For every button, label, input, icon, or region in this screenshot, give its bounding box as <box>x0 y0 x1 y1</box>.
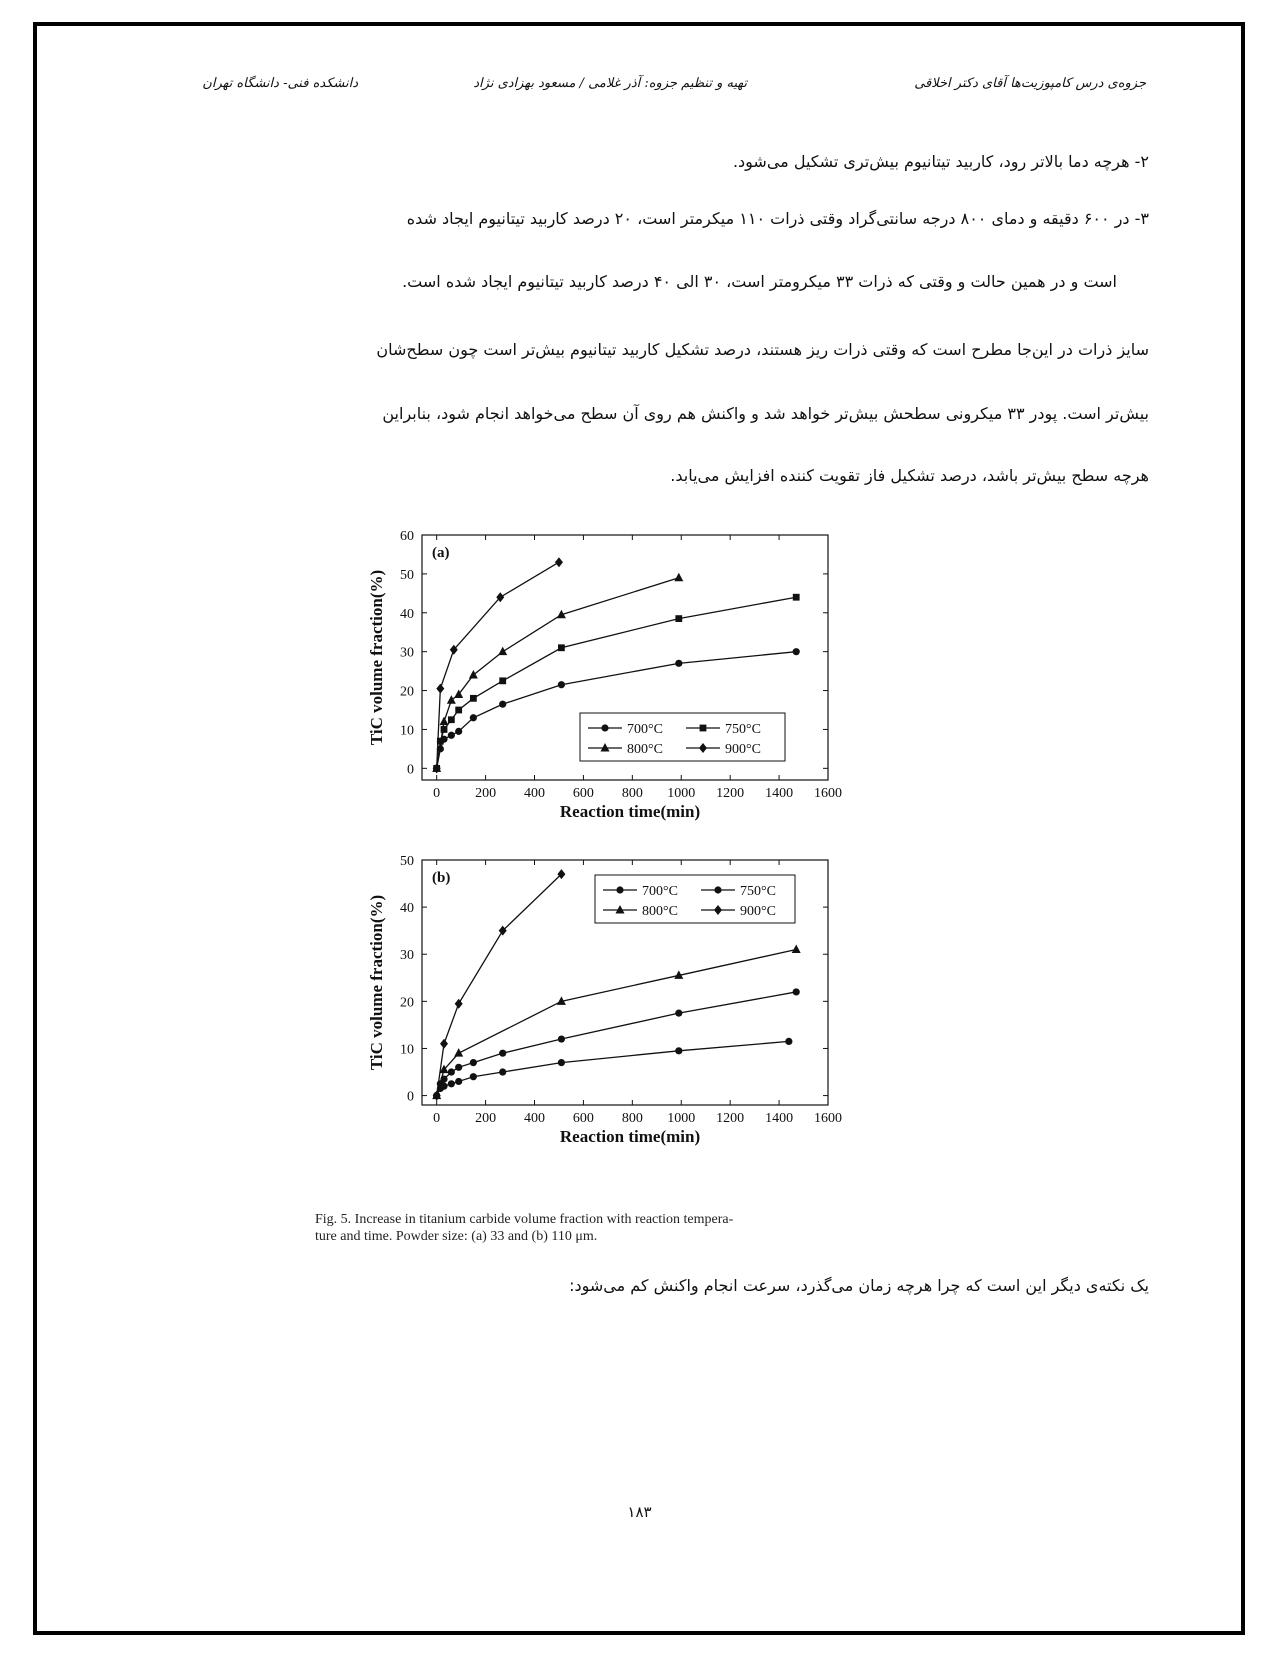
data-point <box>448 716 455 723</box>
panel-label: (a) <box>432 545 450 561</box>
data-point <box>499 701 506 708</box>
data-point <box>558 1059 565 1066</box>
data-point <box>440 1039 448 1049</box>
figure-caption-line-1: Fig. 5. Increase in titanium carbide volume fraction with reaction tempera- <box>315 1212 734 1227</box>
x-tick-label: 1400 <box>765 1111 794 1126</box>
x-axis-label: Reaction time(min) <box>559 802 701 821</box>
data-point <box>455 1078 462 1085</box>
series-line <box>437 992 797 1096</box>
y-tick-label: 10 <box>400 1042 414 1058</box>
data-point <box>675 1047 682 1054</box>
figure-caption-line-2: ture and time. Powder size: (a) 33 and (b) 110 μm. <box>315 1229 598 1244</box>
y-axis-label: TiC volume fraction(%) <box>367 894 386 1071</box>
chart-panel-a <box>355 525 842 835</box>
series-line <box>437 874 562 1095</box>
data-point <box>785 1038 792 1045</box>
legend-label: 800°C <box>642 904 678 919</box>
series-800degC <box>432 945 801 1100</box>
y-tick-label: 20 <box>400 684 414 700</box>
x-tick-label: 1200 <box>716 786 745 801</box>
list-item-3-line-2: است و در همین حالت و وقتی که ذرات ۳۳ میکرومتر است، ۳۰ الی ۴۰ درصد کاربید تیتانیوم ایجاد شده است. <box>402 272 1117 291</box>
data-point <box>674 573 683 582</box>
series-line <box>437 562 559 768</box>
legend-label: 750°C <box>740 884 776 899</box>
data-point <box>793 648 800 655</box>
x-tick-label: 0 <box>433 1111 441 1126</box>
list-item-2: ۲- هرچه دما بالاتر رود، کاربید تیتانیوم بیش‌تری تشکیل می‌شود. <box>732 152 1149 171</box>
x-tick-label: 200 <box>475 786 497 801</box>
data-point <box>499 677 506 684</box>
y-axis-label: TiC volume fraction(%) <box>367 569 386 746</box>
data-point <box>448 1080 455 1087</box>
x-axis-label: Reaction time(min) <box>559 1127 701 1146</box>
series-750degC <box>433 988 800 1099</box>
data-point <box>436 684 444 694</box>
x-tick-label: 600 <box>572 786 594 801</box>
y-tick-label: 40 <box>400 606 414 622</box>
y-tick-label: 50 <box>400 854 414 869</box>
y-tick-label: 0 <box>407 1089 414 1105</box>
data-point <box>454 1048 463 1057</box>
x-tick-label: 800 <box>621 786 643 801</box>
paragraph-line-3: هرچه سطح بیش‌تر باشد، درصد تشکیل فاز تقویت کننده افزایش می‌یابد. <box>670 466 1149 485</box>
x-tick-label: 0 <box>433 786 441 801</box>
data-point <box>470 714 477 721</box>
paragraph-line-1: سایز ذرات در این‌جا مطرح است که وقتی ذرات ریز هستند، درصد تشکیل کاربید تیتانیوم بیش‌تر است چون سطح‌شان <box>376 340 1149 359</box>
y-tick-label: 20 <box>400 995 414 1011</box>
y-tick-label: 0 <box>407 762 414 778</box>
list-item-3-line-1: ۳- در ۶۰۰ دقیقه و دمای ۸۰۰ درجه سانتی‌گراد وقتی ذرات ۱۱۰ میکرمتر است، ۲۰ درصد کاربید تیتانیوم ایجاد شده <box>406 209 1149 228</box>
chart-axes <box>367 529 842 821</box>
x-tick-label: 400 <box>524 1111 546 1126</box>
y-tick-label: 30 <box>400 645 414 661</box>
closing-line: یک نکته‌ی دیگر این است که چرا هرچه زمان می‌گذرد، سرعت انجام واکنش کم می‌شود: <box>569 1276 1149 1295</box>
header-course-title: جزوه‌ی درس کامپوزیت‌ها آقای دکتر اخلاقی <box>914 76 1146 91</box>
series-700degC <box>433 1038 792 1099</box>
y-tick-label: 40 <box>400 901 414 917</box>
x-tick-label: 400 <box>524 786 546 801</box>
legend-label: 750°C <box>725 722 761 737</box>
data-point <box>455 1064 462 1071</box>
x-tick-label: 1600 <box>814 786 842 801</box>
chart-legend <box>580 713 785 761</box>
x-tick-label: 1600 <box>814 1111 842 1126</box>
data-point <box>455 707 462 714</box>
legend-marker <box>616 886 623 893</box>
chart-legend <box>595 875 795 923</box>
header-university: دانشکده فنی- دانشگاه تهران <box>202 76 358 91</box>
x-tick-label: 600 <box>572 1111 594 1126</box>
y-tick-label: 50 <box>400 567 414 583</box>
legend-label: 700°C <box>627 722 663 737</box>
legend-marker <box>714 886 721 893</box>
data-point <box>793 594 800 601</box>
data-point <box>499 1068 506 1075</box>
data-point <box>469 670 478 679</box>
y-tick-label: 10 <box>400 723 414 739</box>
y-tick-label: 60 <box>400 529 414 544</box>
data-point <box>455 728 462 735</box>
paragraph-line-2: بیش‌تر است. پودر ۳۳ میکرونی سطحش بیش‌تر خواهد شد و واکنش هم روی آن سطح می‌خواهد انجام شود، بنابراین <box>382 404 1149 423</box>
legend-label: 800°C <box>627 742 663 757</box>
chart-panel-b <box>355 850 842 1160</box>
data-point <box>499 1050 506 1057</box>
figure-caption <box>315 1211 895 1245</box>
y-tick-label: 30 <box>400 948 414 964</box>
data-point <box>440 717 449 726</box>
page-number: ۱۸۳ <box>627 1503 652 1521</box>
data-point <box>792 945 801 954</box>
data-point <box>558 1035 565 1042</box>
series-line <box>437 1041 789 1095</box>
x-tick-label: 1000 <box>667 1111 696 1126</box>
data-point <box>675 660 682 667</box>
data-point <box>498 647 507 656</box>
x-tick-label: 1000 <box>667 786 696 801</box>
x-tick-label: 1400 <box>765 786 794 801</box>
data-point <box>448 1068 455 1075</box>
data-point <box>558 681 565 688</box>
data-point <box>555 557 563 567</box>
data-point <box>447 695 456 704</box>
x-tick-label: 800 <box>621 1111 643 1126</box>
x-tick-label: 1200 <box>716 1111 745 1126</box>
legend-label: 900°C <box>725 742 761 757</box>
series-900degC <box>433 557 563 773</box>
data-point <box>448 732 455 739</box>
x-tick-label: 200 <box>475 1111 497 1126</box>
data-point <box>470 1059 477 1066</box>
data-point <box>470 1073 477 1080</box>
legend-marker <box>601 724 608 731</box>
data-point <box>558 644 565 651</box>
legend-marker <box>700 725 707 732</box>
header-authors: تهیه و تنظیم جزوه: آذر غلامی / مسعود بهزادی نژاد <box>473 76 747 91</box>
data-point <box>793 988 800 995</box>
series-900degC <box>433 869 566 1100</box>
data-point <box>675 1010 682 1017</box>
legend-label: 900°C <box>740 904 776 919</box>
data-point <box>470 695 477 702</box>
legend-label: 700°C <box>642 884 678 899</box>
data-point <box>441 726 448 733</box>
panel-label: (b) <box>432 870 451 886</box>
data-point <box>675 615 682 622</box>
